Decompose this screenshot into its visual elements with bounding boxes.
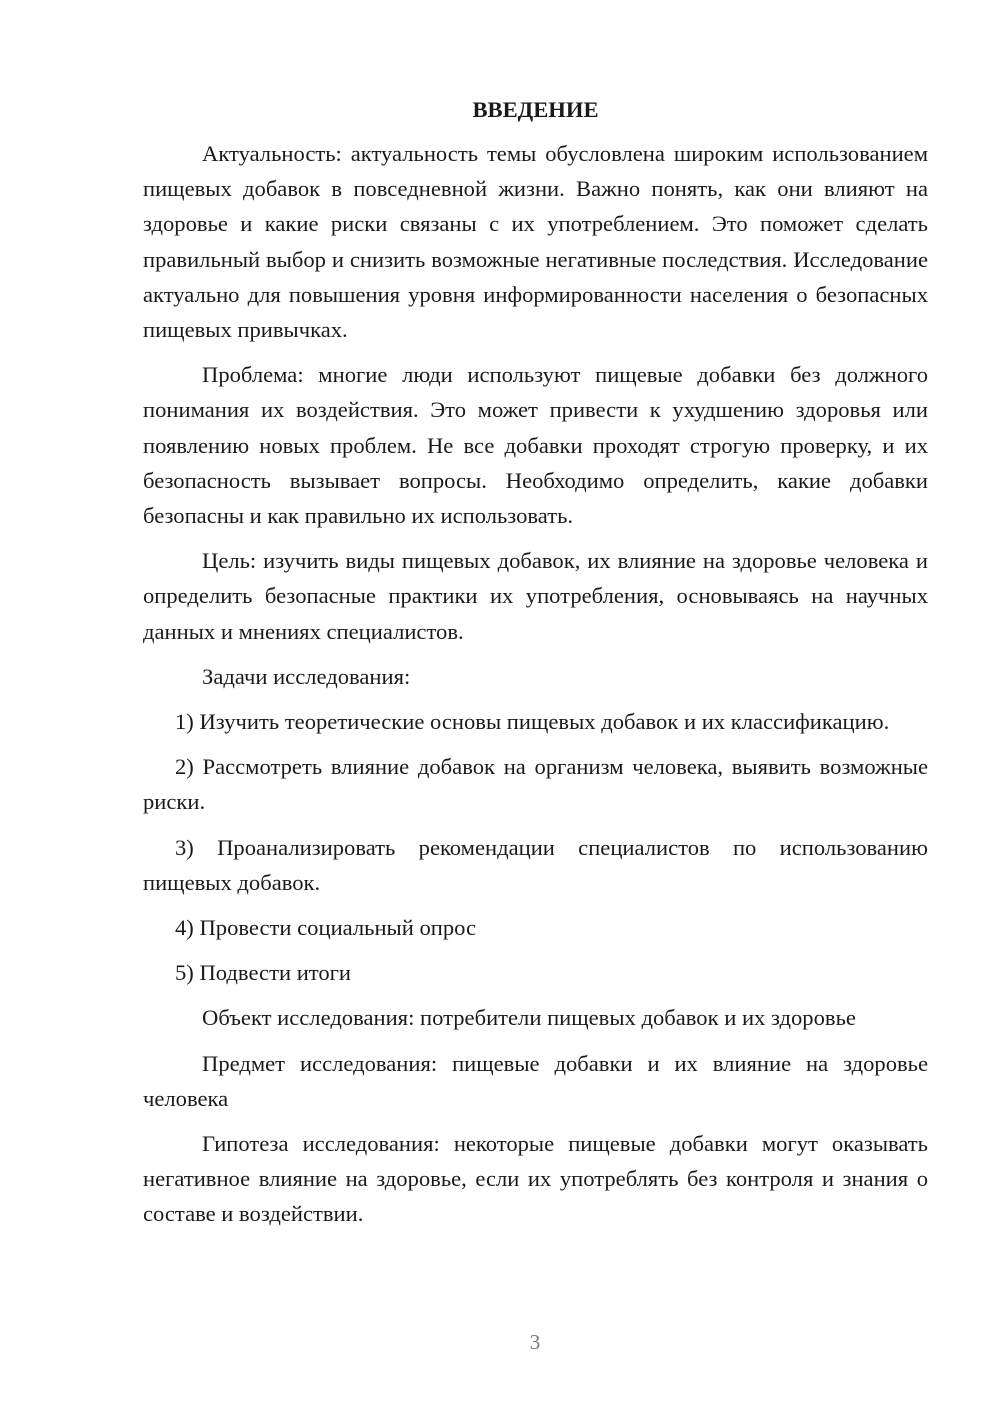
paragraph-tasks-heading: Задачи исследования: (202, 663, 411, 689)
task-item-3: 3) Проанализировать рекомендации специалистов по использованию пищевых добавок. (143, 834, 928, 895)
paragraph-relevance: Актуальность: актуальность темы обусловлена широким использованием пищевых добавок в повседневной жизни. Важно понять, как они влияют на здоровье и какие риски связаны с их употреблением. Это поможет сделать правильный выбор и снизить возможные негативные последствия. Исследование актуально для повышения уровня информированности населения о безопасных пищевых привычках. (143, 141, 928, 343)
document-body (143, 92, 928, 1242)
paragraph-hypothesis: Гипотеза исследования: некоторые пищевые добавки могут оказывать негативное влияние на здоровье, если их употреблять без контроля и знания о составе и воздействии. (143, 1131, 928, 1227)
task-item-2: 2) Рассмотреть влияние добавок на организм человека, выявить возможные риски. (143, 754, 928, 815)
task-item-4: 4) Провести социальный опрос (175, 915, 477, 941)
task-item-5: 5) Подвести итоги (175, 960, 352, 986)
paragraph-object: Объект исследования: потребители пищевых добавок и их здоровье (202, 1005, 856, 1031)
task-item-1: 1) Изучить теоретические основы пищевых добавок и их классификацию. (175, 709, 890, 735)
paragraph-problem: Проблема: многие люди используют пищевые добавки без должного понимания их воздействия. Это может привести к ухудшению здоровья или появлению новых проблем. Не все добавки проходят строгую проверку, и их безопасность вызывает вопросы. Необходимо определить, какие добавки безопасны и как правильно их использовать. (143, 362, 928, 529)
paragraph-goal: Цель: изучить виды пищевых добавок, их влияние на здоровье человека и определить безопасные практики их употребления, основываясь на научных данных и мнениях специалистов. (143, 548, 928, 644)
paragraph-subject: Предмет исследования: пищевые добавки и их влияние на здоровье человека (143, 1050, 928, 1111)
page-title: ВВЕДЕНИЕ (472, 97, 599, 122)
page-number: 3 (529, 1330, 541, 1354)
